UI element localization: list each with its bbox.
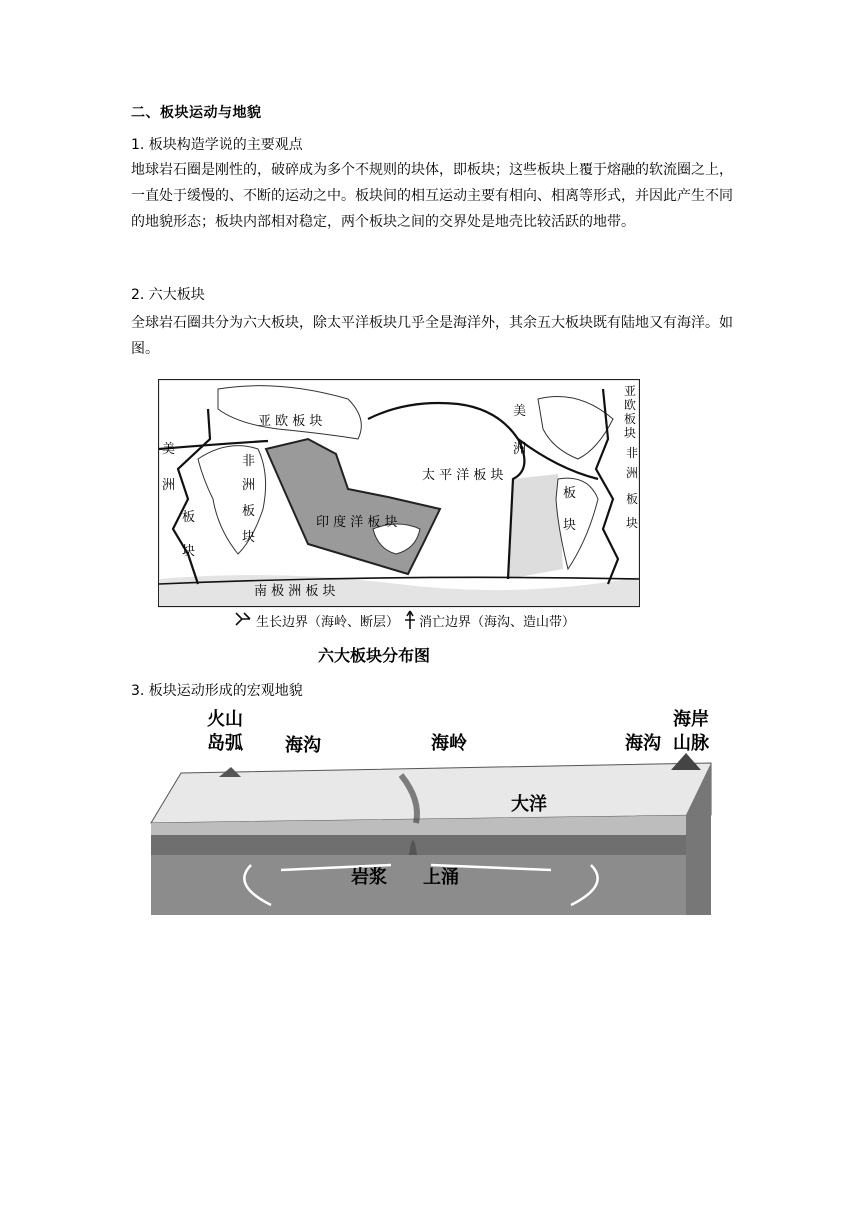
map-caption: 六大板块分布图 [318, 646, 431, 665]
label-eurasian-right [624, 384, 636, 440]
section-title: 二、板块运动与地貌 [131, 105, 262, 121]
label-trench-left: 海沟 [285, 735, 321, 756]
label-american-left-3: 板 [182, 510, 196, 525]
label-american-right-4: 块 [563, 518, 577, 533]
label-magma: 岩浆 [351, 867, 387, 888]
label-african-2: 洲 [242, 478, 256, 493]
label-volcano-arc [207, 708, 244, 754]
point1-paragraph: 地球岩石圈是刚性的，破碎成为多个不规则的块体，即板块；这些板块上覆于熔融的软流圈之上，一直处于缓慢的、不断的运动之中。板块间的相互运动主要有相向、相离等形式，并因此产生不同的地貌形态；板块内部相对稳定，两个板块之间的交界处是地壳比较活跃的地带。 [131, 162, 733, 230]
label-indian: 印 度 洋 板 块 [316, 515, 398, 530]
label-african-right-2: 洲 [626, 466, 639, 480]
label-american-left-1: 美 [162, 442, 176, 457]
plate-map [158, 379, 640, 609]
label-eurasian-right-2: 欧 [624, 398, 637, 412]
legend-subduction: 消亡边界（海沟、造山带） [419, 615, 576, 630]
label-american-right-3: 板 [563, 486, 577, 501]
point1-title: 1. 板块构造学说的主要观点 [131, 137, 303, 153]
label-trench-right: 海沟 [625, 733, 661, 754]
label-eurasian-right-1: 亚 [624, 384, 637, 398]
label-american-right-1: 美 [513, 404, 527, 419]
label-american-left-4: 块 [182, 544, 196, 559]
label-african-1: 非 [242, 454, 256, 469]
label-african-right-4: 块 [626, 516, 639, 530]
label-volcano-arc-1: 火山 [207, 709, 243, 730]
label-african-right-1: 非 [626, 446, 639, 460]
label-pacific: 太 平 洋 板 块 [422, 468, 504, 483]
label-eurasian-right-3: 板 [624, 412, 637, 426]
label-african-right-3: 板 [626, 492, 639, 506]
point3-title: 3. 板块运动形成的宏观地貌 [131, 683, 303, 699]
label-volcano-arc-2: 岛弧 [207, 733, 243, 754]
label-ocean: 大洋 [511, 794, 547, 815]
landform-diagram [131, 705, 731, 937]
label-ridge: 海岭 [431, 733, 467, 754]
label-eurasian: 亚 欧 板 块 [258, 414, 323, 429]
legend-growth: 生长边界（海岭、断层） [256, 615, 400, 630]
label-coastal-mountains [673, 708, 710, 754]
label-coastal-mountains-2: 山脉 [673, 733, 709, 754]
point2-paragraph: 全球岩石圈共分为六大板块，除太平洋板块几乎全是海洋外，其余五大板块既有陆地又有海洋。如图。 [131, 315, 733, 357]
label-american-left-2: 洲 [162, 478, 176, 493]
growth-boundary-icon [234, 609, 252, 631]
label-upwelling: 上涌 [423, 867, 459, 888]
label-coastal-mountains-1: 海岸 [673, 709, 709, 730]
label-antarctic: 南 极 洲 板 块 [254, 584, 336, 599]
label-african-3: 板 [242, 504, 256, 519]
subduction-boundary-icon [402, 609, 418, 631]
label-eurasian-right-4: 块 [624, 426, 637, 440]
label-american-right-2: 洲 [513, 442, 527, 457]
label-african-4: 块 [242, 530, 256, 545]
point2-title: 2. 六大板块 [131, 287, 205, 303]
